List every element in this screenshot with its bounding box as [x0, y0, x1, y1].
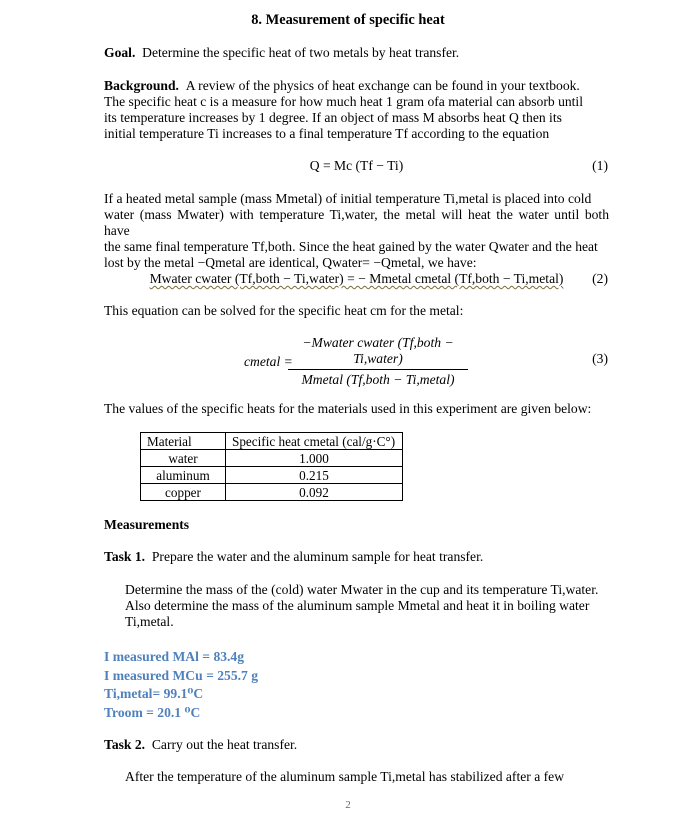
task-2-label: Task 2.	[104, 737, 146, 752]
task-1-line-2: Also determine the mass of the aluminum sample Mmetal and heat it in boiling water	[125, 598, 590, 613]
table-header-specific-heat: Specific heat cmetal (cal/g·C°)	[226, 433, 403, 450]
para2-line-2: water (mass Mwater) with temperature Ti,water, the metal will heat the water until both have	[104, 207, 609, 238]
goal-label: Goal.	[104, 45, 136, 60]
task-1-text: Prepare the water and the aluminum sample for heat transfer.	[151, 549, 484, 564]
background-label: Background.	[104, 78, 179, 93]
para2-line-1: If a heated metal sample (mass Mmetal) of initial temperature Ti,metal is placed into cold	[104, 191, 592, 206]
table-cell: aluminum	[141, 467, 226, 484]
goal-text: Determine the specific heat of two metals by heat transfer.	[142, 45, 460, 60]
equation-3-fraction	[288, 335, 468, 388]
task-1	[104, 549, 609, 565]
table-cell: copper	[141, 484, 226, 501]
table-cell: water	[141, 450, 226, 467]
task-1-line-1: Determine the mass of the (cold) water Mwater in the cup and its temperature Ti,water.	[125, 582, 599, 597]
background-line-2: The specific heat c is a measure for how much heat 1 gram ofa material can absorb until	[104, 94, 583, 109]
background-line-3: its temperature increases by 1 degree. If an object of mass M absorbs heat Q then its	[104, 110, 562, 125]
table-row	[141, 450, 403, 467]
table-cell: 0.215	[226, 467, 403, 484]
measured-values	[104, 648, 258, 722]
table-header-material: Material	[141, 433, 226, 450]
measured-mass-copper: I measured MCu = 255.7 g	[104, 667, 259, 683]
equation-2	[104, 271, 609, 287]
equation-3-lhs: cmetal =	[244, 354, 293, 369]
task-1-line-3: Ti,metal.	[125, 614, 174, 629]
heat-exchange-paragraph	[104, 191, 609, 271]
equation-1: Q = Mc (Tf − Ti)	[309, 158, 404, 173]
measured-mass-aluminum: I measured MAl = 83.4g	[104, 649, 245, 664]
page-title: 8. Measurement of specific heat	[251, 12, 445, 28]
equation-3-denominator: Mmetal (Tf,both − Ti,metal)	[301, 372, 455, 387]
equation-3-numerator: −Mwater cwater (Tf,both − Ti,water)	[302, 335, 454, 366]
equation-2-text: Mwater cwater (Tf,both − Ti,water) = − Mmetal cmetal (Tf,both − Ti,metal)	[149, 271, 564, 286]
background-line-4: initial temperature Ti increases to a final temperature Tf according to the equation	[104, 126, 550, 141]
goal-paragraph	[104, 45, 609, 61]
table-row	[141, 467, 403, 484]
task-1-instructions	[125, 582, 609, 630]
para2-line-4: lost by the metal −Qmetal are identical, Qwater= −Qmetal, we have:	[104, 255, 477, 270]
table-cell: 1.000	[226, 450, 403, 467]
specific-heat-table	[140, 432, 403, 501]
task-2-line-1: After the temperature of the aluminum sample Ti,metal has stabilized after a few	[125, 769, 565, 784]
measured-room-temp: Troom = 20.1 ⁰C	[104, 704, 201, 720]
para2-line-3: the same final temperature Tf,both. Since the heat gained by the water Qwater and the heat	[104, 239, 598, 254]
equation-1-number: (1)	[592, 158, 608, 173]
measurements-heading: Measurements	[104, 517, 190, 532]
background-paragraph	[104, 78, 609, 142]
table-header-row	[141, 433, 403, 450]
values-text: The values of the specific heats for the materials used in this experiment are given below:	[104, 401, 592, 416]
equation-3-number: (3)	[592, 351, 608, 366]
fraction-bar	[288, 369, 468, 370]
task-2	[104, 737, 609, 753]
table-row	[141, 484, 403, 501]
task-1-label: Task 1.	[104, 549, 146, 564]
page-number: 2	[345, 799, 351, 811]
solve-text: This equation can be solved for the specific heat cm for the metal:	[104, 303, 464, 318]
table-cell: 0.092	[226, 484, 403, 501]
equation-2-number: (2)	[592, 271, 608, 286]
measured-initial-metal-temp: Ti,metal= 99.1⁰C	[104, 686, 204, 701]
background-line-1: A review of the physics of heat exchange can be found in your textbook.	[185, 78, 580, 93]
task-2-text: Carry out the heat transfer.	[151, 737, 298, 752]
